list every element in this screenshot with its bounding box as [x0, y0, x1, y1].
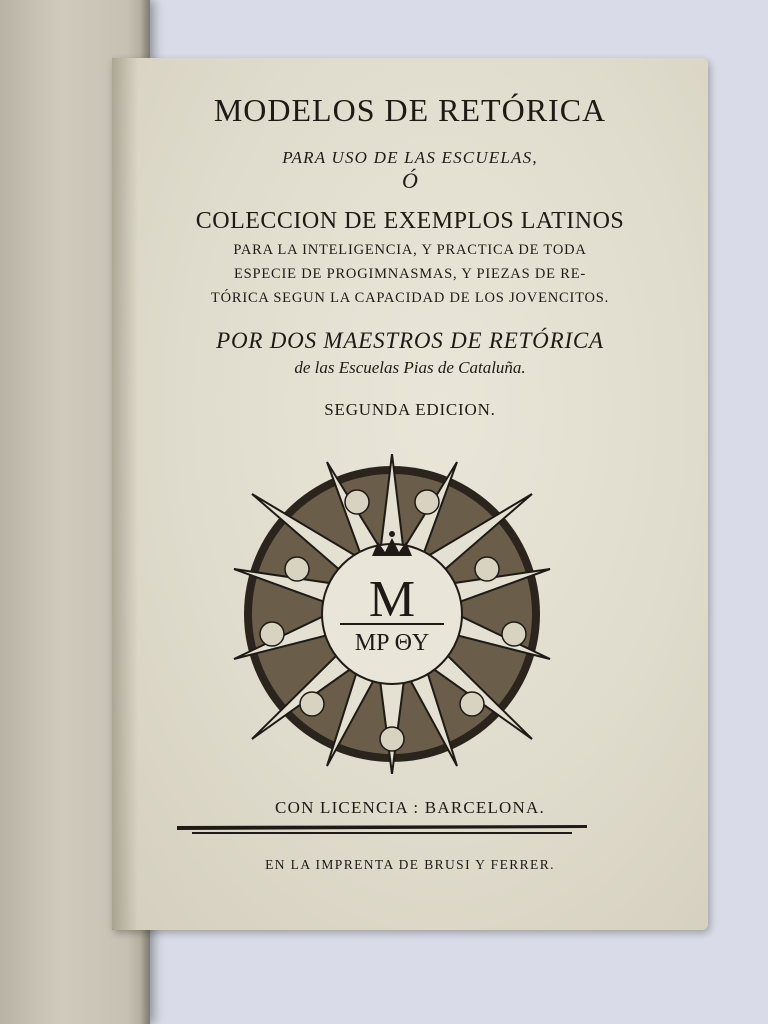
conjunction: Ó [402, 168, 418, 193]
piarist-monogram-sunburst-icon [232, 454, 552, 774]
edition-label: SEGUNDA EDICION. [324, 400, 496, 419]
author-line: POR DOS MAESTROS DE RETÓRICA [216, 328, 604, 353]
imprint-line: CON LICENCIA : BARCELONA. [275, 798, 545, 817]
crown-cross [389, 531, 395, 537]
subtitle-2: COLECCION DE EXEMPLOS LATINOS [195, 208, 625, 234]
subtitle: PARA USO DE LAS ESCUELAS, [282, 148, 538, 167]
thin-rule [192, 832, 572, 834]
monogram-letter: M [368, 571, 416, 628]
description-line: TÓRICA SEGUN LA CAPACIDAD DE LOS JOVENCITOS. [210, 290, 610, 306]
printer-line: EN LA IMPRENTA DE BRUSI Y FERRER. [265, 857, 555, 872]
ornamental-rule [177, 825, 587, 830]
description-line: ESPECIE DE PROGIMNASMAS, Y PIEZAS DE RE- [234, 266, 586, 282]
author-affiliation: de las Escuelas Pias de Cataluña. [294, 358, 526, 377]
book-title: MODELOS DE RETÓRICA [213, 92, 607, 128]
description-line: PARA LA INTELIGENCIA, Y PRACTICA DE TODA [233, 242, 587, 258]
title-page [112, 58, 708, 930]
monogram-abbreviation: MP ΘY [354, 630, 430, 656]
